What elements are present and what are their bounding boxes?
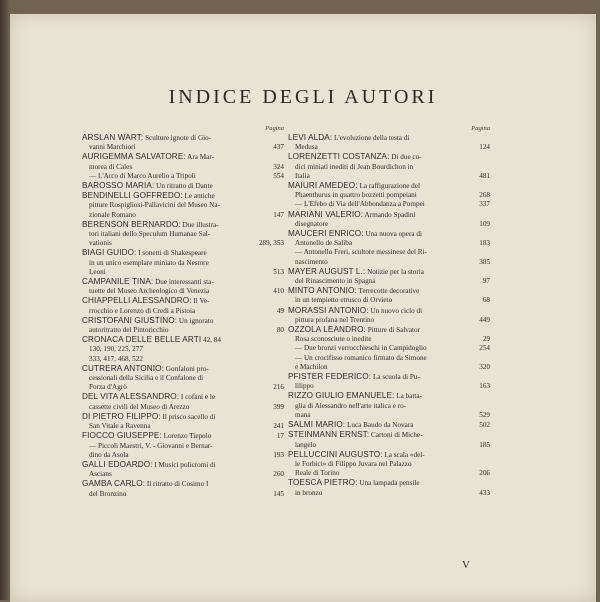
entry-line xyxy=(82,239,284,248)
entry-text: MAUCERI ENRICO: Una nuova opera di xyxy=(288,229,422,239)
page-ref: 124 xyxy=(479,143,490,152)
entry-line xyxy=(82,296,284,306)
entry-text: in un unico esemplare miniato da Nestore xyxy=(89,258,209,267)
entry-line xyxy=(288,420,490,430)
author-name: BENDINELLI GOFFREDO: xyxy=(82,191,183,201)
entry-line xyxy=(82,211,284,220)
entry-text: MORASSI ANTONIO: Un nuovo ciclo di xyxy=(288,305,423,315)
entry-line xyxy=(288,344,490,353)
entry-line xyxy=(82,277,284,287)
entry-text: e Machilon xyxy=(295,362,328,371)
entry-line xyxy=(82,163,284,172)
entry-text: Antonello de Saliba xyxy=(295,239,353,248)
author-name: DI PIETRO FILIPPO: xyxy=(82,411,161,421)
entry-text: SALMI MARIO: Luca Baudo da Novara xyxy=(288,420,414,430)
entry-text: BIAGI GUIDO: I sonetti di Shakespeare xyxy=(82,248,207,258)
entry-text: Leoni xyxy=(89,267,106,276)
index-entry xyxy=(82,364,284,393)
entry-text: MAYER AUGUST L.: Notizie per la storia xyxy=(288,266,424,276)
index-entry xyxy=(288,306,490,325)
entry-text: dino da Asola xyxy=(89,450,129,459)
entry-text: — L'Efebo di Via dell'Abbondanza a Pompei xyxy=(295,200,425,209)
index-entry xyxy=(288,229,490,267)
entry-line xyxy=(288,181,490,191)
author-name: MORASSI ANTONIO: xyxy=(288,305,369,315)
entry-text: — Due bronzi verrocchieschi in Campidoglio xyxy=(295,344,427,353)
index-entry xyxy=(82,335,284,364)
author-name: GAMBA CARLO: xyxy=(82,479,146,489)
entry-text: PELLUCCINI AUGUSTO: La scala «del- xyxy=(288,449,425,459)
page-ref: 68 xyxy=(482,296,490,305)
entry-line xyxy=(82,259,284,268)
entry-line xyxy=(82,374,284,383)
entry-text: CAMPANILE TINA: Due interessanti sta- xyxy=(82,277,214,287)
entry-line xyxy=(82,403,284,412)
author-name: GALLI EDOARDO: xyxy=(82,459,153,469)
page-ref: 29 xyxy=(482,335,490,344)
entry-line xyxy=(288,277,490,286)
entry-text: DI PIETRO FILIPPO: Il prisco sacello di xyxy=(82,411,216,421)
index-entry xyxy=(82,412,284,431)
entry-text: vanni Marchiori xyxy=(89,143,136,152)
entry-text: CRONACA DELLE BELLE ARTI 42, 84 xyxy=(82,335,221,345)
right-entries xyxy=(288,133,490,498)
entry-line xyxy=(82,383,284,392)
entry-text: tori italiani dello Speculum Humanae Sal- xyxy=(89,230,211,239)
index-entry xyxy=(82,277,284,296)
entry-line xyxy=(82,152,284,162)
entry-text: CUTRERA ANTONIO: Gonfaloni pro- xyxy=(82,363,209,373)
left-entries xyxy=(82,133,284,499)
page-ref: 529 xyxy=(479,410,490,419)
entry-line xyxy=(288,450,490,460)
entry-line xyxy=(82,326,284,335)
page-column-label: Pagina xyxy=(265,125,284,132)
author-name: DEL VITA ALESSANDRO: xyxy=(82,392,180,402)
entry-text: — Un crocifisso romanico firmato da Simone xyxy=(295,353,427,362)
page-ref: 437 xyxy=(273,143,284,152)
entry-text: MAIURI AMEDEO: La raffigurazione del xyxy=(288,181,420,191)
page-ref: 410 xyxy=(273,287,284,296)
entry-line xyxy=(288,382,490,391)
author-name: LEVI ALDA: xyxy=(288,133,333,142)
left-column xyxy=(82,124,284,499)
entry-text: dici miniati inediti di Jean Bourdichon in xyxy=(295,162,414,171)
author-name: ARSLAN WART: xyxy=(82,133,144,142)
entry-text: mana xyxy=(295,410,311,419)
entry-text: in bronzo xyxy=(295,488,323,497)
entry-line xyxy=(82,220,284,230)
entry-text: pitture Rospigliosi-Pallavicini del Museo Na- xyxy=(89,201,220,210)
page-ref: 337 xyxy=(479,200,490,209)
page-ref: 193 xyxy=(273,450,284,459)
entry-line xyxy=(82,442,284,451)
entry-text: tuette del Museo Archeologico di Venezia xyxy=(89,287,210,296)
entry-line xyxy=(82,181,284,191)
entry-line xyxy=(288,152,490,162)
entry-text: MINTO ANTONIO: Terrecotte decorative xyxy=(288,286,420,296)
author-name: BERENSON BERNARDO: xyxy=(82,219,181,229)
author-name: LORENZETTI COSTANZA: xyxy=(288,152,390,162)
entry-line xyxy=(82,335,284,345)
entry-line xyxy=(288,133,490,143)
entry-text: CRISTOFANI GIUSTINO: Un ignorato xyxy=(82,315,214,325)
index-entry xyxy=(288,286,490,305)
author-name: CHIAPPELLI ALESSANDRO: xyxy=(82,296,192,306)
page-ref: 17 xyxy=(276,432,284,441)
entry-line xyxy=(82,143,284,152)
entry-text: le Forbici» di Filippo Juvara nel Palazzo xyxy=(295,459,412,468)
entry-text: TOESCA PIETRO: Una lampada pensile xyxy=(288,478,420,488)
author-name: MAUCERI ENRICO: xyxy=(288,229,364,239)
page-ref: 163 xyxy=(479,382,490,391)
entry-line xyxy=(288,229,490,239)
index-entry xyxy=(82,460,284,479)
entry-text: Medusa xyxy=(295,143,318,152)
entry-text: pittura profana nel Trentino xyxy=(295,315,375,324)
entry-line xyxy=(288,354,490,363)
index-entry xyxy=(288,325,490,372)
entry-line xyxy=(82,355,284,364)
right-column xyxy=(288,124,490,498)
entry-line xyxy=(82,316,284,326)
entry-line xyxy=(288,316,490,325)
entry-line xyxy=(288,143,490,152)
entry-text: BAROSSO MARIA: Un ritratto di Dante xyxy=(82,181,213,191)
entry-line xyxy=(82,230,284,239)
index-entry xyxy=(288,420,490,430)
page-ref: 554 xyxy=(273,171,284,180)
index-entry xyxy=(288,372,490,391)
entry-line xyxy=(288,239,490,248)
entry-text: FIOCCO GIUSEPPE: Lorenzo Tiepolo xyxy=(82,431,212,441)
entry-text: GAMBA CARLO: Il ritratto di Cosimo I xyxy=(82,479,209,489)
page-ref: 385 xyxy=(479,257,490,266)
page-number: V xyxy=(462,559,470,571)
page-ref: 241 xyxy=(273,422,284,431)
entry-text: PFISTER FEDERICO: La scuola di Pu- xyxy=(288,372,420,382)
entry-text: zionale Romano xyxy=(89,210,136,219)
index-entry xyxy=(82,392,284,411)
page-ref: 324 xyxy=(273,162,284,171)
entry-text: 333, 417, 468, 522 xyxy=(89,354,143,363)
page-column-label: Pagina xyxy=(471,125,490,132)
book-page xyxy=(10,14,596,602)
page-ref: 147 xyxy=(273,210,284,219)
author-name: PFISTER FEDERICO: xyxy=(288,372,372,382)
entry-line xyxy=(82,268,284,277)
entry-text: vationis xyxy=(89,239,112,248)
entry-line xyxy=(288,335,490,344)
entry-line xyxy=(288,248,490,257)
author-name: CAMPANILE TINA: xyxy=(82,277,154,287)
entry-text: del Bronzino xyxy=(89,489,127,498)
index-entry xyxy=(82,479,284,498)
entry-text: AURIGEMMA SALVATORE: Ara Mar- xyxy=(82,152,214,162)
entry-text: BENDINELLI GOFFREDO: Le antiche xyxy=(82,191,215,201)
page-ref: 320 xyxy=(479,362,490,371)
entry-line xyxy=(82,451,284,460)
entry-text: glia di Alessandro nell'arte italica e ro- xyxy=(295,401,407,410)
entry-line xyxy=(288,363,490,372)
entry-line xyxy=(82,392,284,402)
author-name: OZZOLA LEANDRO: xyxy=(288,325,366,335)
entry-text: rrocchio e Lorenzo di Credi a Pistoia xyxy=(89,306,196,315)
author-name: PELLUCCINI AUGUSTO: xyxy=(288,449,383,459)
page-ref: 502 xyxy=(479,421,490,430)
author-name: AURIGEMMA SALVATORE: xyxy=(82,152,186,162)
entry-text: lilippo xyxy=(295,382,314,391)
entry-text: in un tempietto etrusco di Orvieto xyxy=(295,296,393,305)
entry-text: cassette civili del Museo di Arezzo xyxy=(89,402,190,411)
entry-text: San Vitale a Ravenna xyxy=(89,422,151,431)
entry-line xyxy=(82,133,284,143)
page-ref: 97 xyxy=(482,277,490,286)
entry-line xyxy=(288,460,490,469)
entry-line xyxy=(82,345,284,354)
author-name: MINTO ANTONIO: xyxy=(288,286,357,296)
author-name: BIAGI GUIDO: xyxy=(82,248,137,258)
page-ref: 80 xyxy=(276,326,284,335)
index-entry xyxy=(288,478,490,497)
entry-line xyxy=(82,191,284,201)
entry-line xyxy=(288,220,490,229)
entry-line xyxy=(288,163,490,172)
index-entry xyxy=(82,191,284,220)
entry-text: LORENZETTI COSTANZA: Di due co- xyxy=(288,152,422,162)
page-ref: 254 xyxy=(479,344,490,353)
entry-line xyxy=(82,470,284,479)
author-name: BAROSSO MARIA: xyxy=(82,181,155,191)
entry-text: nascimento xyxy=(295,257,328,266)
index-entry xyxy=(82,220,284,249)
entry-text: Forza d'Agrò xyxy=(89,383,127,392)
entry-line xyxy=(288,258,490,267)
entry-text: DEL VITA ALESSANDRO: I cofani e le xyxy=(82,392,216,402)
author-name: MAIURI AMEDEO: xyxy=(288,181,358,191)
author-name: STEINMANN ERNST: xyxy=(288,430,370,440)
entry-text: langelo xyxy=(295,440,317,449)
entry-line xyxy=(82,490,284,499)
index-entry xyxy=(82,431,284,460)
index-entry xyxy=(288,181,490,210)
entry-line xyxy=(288,391,490,401)
index-title: INDICE DEGLI AUTORI xyxy=(168,86,438,108)
page-ref: 433 xyxy=(479,488,490,497)
index-entry xyxy=(288,267,490,286)
page-ref: 183 xyxy=(479,239,490,248)
author-name: SALMI MARIO: xyxy=(288,420,346,430)
index-entry xyxy=(288,450,490,479)
entry-line xyxy=(288,430,490,440)
author-name: CRONACA DELLE BELLE ARTI xyxy=(82,335,202,345)
index-entry xyxy=(82,296,284,315)
index-entry xyxy=(288,210,490,229)
entry-line xyxy=(82,364,284,374)
entry-text: OZZOLA LEANDRO: Pitture di Salvator xyxy=(288,325,421,335)
page-ref: 49 xyxy=(276,306,284,315)
page-ref: 289, 353 xyxy=(258,239,284,248)
entry-line xyxy=(82,248,284,258)
book-binding-edge xyxy=(0,0,10,600)
entry-line xyxy=(288,286,490,296)
entry-text: MARIANI VALERIO: Armando Spadini xyxy=(288,209,416,219)
entry-text: disegnatore xyxy=(295,219,329,228)
entry-line xyxy=(82,422,284,431)
index-entry xyxy=(288,430,490,449)
entry-line xyxy=(288,402,490,411)
entry-line xyxy=(288,306,490,316)
entry-line xyxy=(288,210,490,220)
page-ref: 109 xyxy=(479,219,490,228)
page-ref: 216 xyxy=(273,383,284,392)
entry-line xyxy=(82,460,284,470)
entry-line xyxy=(288,441,490,450)
entry-line xyxy=(82,431,284,441)
entry-line xyxy=(82,412,284,422)
index-entry xyxy=(288,152,490,181)
index-entry xyxy=(288,391,490,420)
page-ref: 513 xyxy=(273,267,284,276)
author-name: MAYER AUGUST L.: xyxy=(288,266,366,276)
entry-line xyxy=(82,307,284,316)
entry-text: Italia xyxy=(295,171,310,180)
index-entry xyxy=(82,133,284,152)
entry-line xyxy=(288,172,490,181)
page-ref: 185 xyxy=(479,440,490,449)
entry-line xyxy=(288,296,490,305)
entry-text: morea di Cales xyxy=(89,162,133,171)
author-name: CRISTOFANI GIUSTINO: xyxy=(82,315,178,325)
entry-text: Reale di Torino xyxy=(295,469,340,478)
author-name: TOESCA PIETRO: xyxy=(288,478,358,488)
entry-line xyxy=(82,201,284,210)
entry-line xyxy=(288,478,490,488)
entry-line xyxy=(82,479,284,489)
entry-line xyxy=(288,191,490,200)
entry-text: RIZZO GIULIO EMANUELE: La batta- xyxy=(288,391,422,401)
entry-text: — Piccoli Maestri, V. - Giovanni e Bernar- xyxy=(89,441,213,450)
entry-line xyxy=(288,200,490,209)
entry-line xyxy=(288,411,490,420)
page-ref: 481 xyxy=(479,171,490,180)
entry-text: ARSLAN WART: Sculture ignote di Gio- xyxy=(82,133,212,142)
author-name: CUTRERA ANTONIO: xyxy=(82,363,164,373)
index-entry xyxy=(288,133,490,152)
page-ref: 399 xyxy=(273,402,284,411)
entry-line xyxy=(288,372,490,382)
entry-text: — Antonello Freri, scultore messinese del Ri- xyxy=(295,248,427,257)
page-ref: 145 xyxy=(273,489,284,498)
entry-line xyxy=(288,469,490,478)
entry-line xyxy=(82,172,284,181)
entry-text: — L'Arco di Marco Aurelio a Tripoli xyxy=(89,171,196,180)
entry-line xyxy=(288,267,490,277)
page-ref: 206 xyxy=(479,469,490,478)
author-name: RIZZO GIULIO EMANUELE: xyxy=(288,391,395,401)
entry-text: LEVI ALDA: L'evoluzione della testa di xyxy=(288,133,410,142)
author-name: MARIANI VALERIO: xyxy=(288,209,364,219)
entry-text: del Rinascimento in Spagna xyxy=(295,277,376,286)
entry-text: BERENSON BERNARDO: Due illustra- xyxy=(82,219,219,229)
entry-line xyxy=(288,325,490,335)
entry-text: GALLI EDOARDO: I Musici policromi di xyxy=(82,459,216,469)
entry-text: Rosa sconosciute o inedite xyxy=(295,335,372,344)
entry-text: STEINMANN ERNST: Cartoni di Miche- xyxy=(288,430,423,440)
index-entry xyxy=(82,316,284,335)
entry-text: 130, 190, 225, 277 xyxy=(89,345,143,354)
page-ref: 268 xyxy=(479,191,490,200)
index-entry xyxy=(82,181,284,191)
index-entry xyxy=(82,152,284,181)
entry-line xyxy=(82,287,284,296)
page-ref: 260 xyxy=(273,470,284,479)
entry-text: cessionali della Sicilia e il Confalone di xyxy=(89,374,204,383)
entry-text: Ascians xyxy=(89,470,112,479)
entry-line xyxy=(288,489,490,498)
entry-text: autoritratto del Pintoricchio xyxy=(89,326,169,335)
author-name: FIOCCO GIUSEPPE: xyxy=(82,431,162,441)
entry-text: Phaenthurus in quattro bozzetti pompeiani xyxy=(295,191,417,200)
entry-text: CHIAPPELLI ALESSANDRO: Il Ve- xyxy=(82,296,210,306)
page-ref: 449 xyxy=(479,315,490,324)
index-entry xyxy=(82,248,284,277)
